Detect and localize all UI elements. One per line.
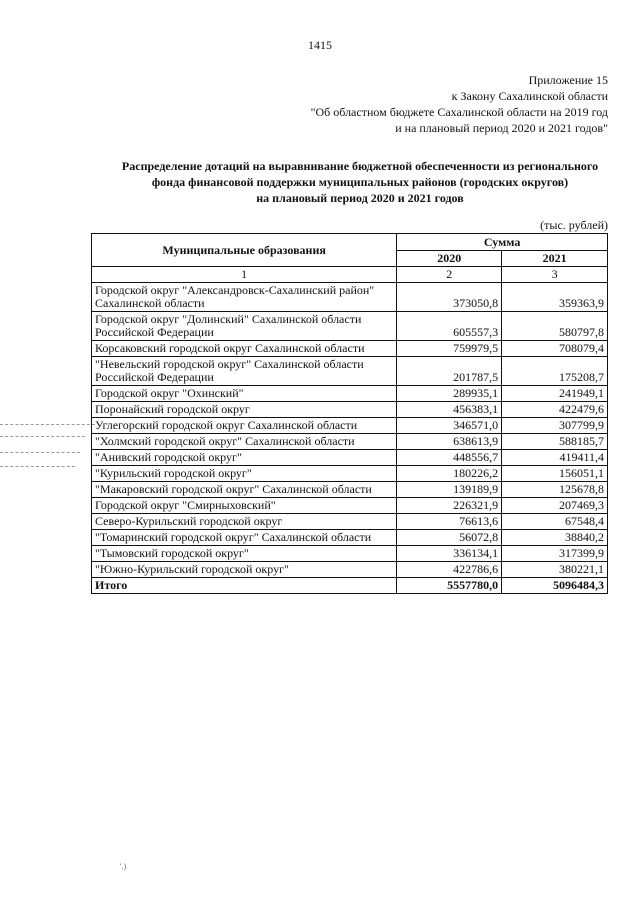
- amount-2020: 336134,1: [397, 546, 502, 562]
- column-number: 1: [92, 267, 397, 283]
- entity-name: Корсаковский городской округ Сахалинской области: [92, 341, 397, 357]
- table-row: [92, 562, 608, 578]
- amount-2021: 580797,8: [502, 312, 608, 341]
- amount-2020: 456383,1: [397, 402, 502, 418]
- entity-name: Углегорский городской округ Сахалинской области: [92, 418, 397, 434]
- table-row: [92, 357, 608, 386]
- amount-2021: 156051,1: [502, 466, 608, 482]
- appendix-line: Приложение 15: [528, 73, 608, 87]
- entity-name: "Южно-Курильский городской округ": [92, 562, 397, 578]
- document-title: [90, 158, 630, 206]
- amount-2020: 56072,8: [397, 530, 502, 546]
- amount-2020: 289935,1: [397, 386, 502, 402]
- total-2020: 5557780,0: [397, 578, 502, 594]
- table-row: [92, 434, 608, 450]
- header-entity: Муниципальные образования: [92, 234, 397, 267]
- total-2021: 5096484,3: [502, 578, 608, 594]
- table-row: [92, 514, 608, 530]
- entity-name: Городской округ "Александровск-Сахалинский район" Сахалинской области: [92, 283, 397, 312]
- total-row: [92, 578, 608, 594]
- entity-name: "Холмский городской округ" Сахалинской области: [92, 434, 397, 450]
- entity-name: Городской округ "Охинский": [92, 386, 397, 402]
- entity-name: "Анивский городской округ": [92, 450, 397, 466]
- amount-2020: 201787,5: [397, 357, 502, 386]
- amount-2020: 448556,7: [397, 450, 502, 466]
- appendix-block: [311, 72, 608, 136]
- amount-2020: 605557,3: [397, 312, 502, 341]
- amount-2020: 76613,6: [397, 514, 502, 530]
- scan-artifact-line: [0, 436, 85, 437]
- table-row: [92, 341, 608, 357]
- table-row: [92, 418, 608, 434]
- amount-2021: 380221,1: [502, 562, 608, 578]
- amount-2021: 422479,6: [502, 402, 608, 418]
- table-row: [92, 386, 608, 402]
- header-year-2020: 2020: [397, 250, 502, 267]
- amount-2020: 373050,8: [397, 283, 502, 312]
- total-label: Итого: [92, 578, 397, 594]
- title-line: на плановый период 2020 и 2021 годов: [256, 191, 464, 205]
- amount-2020: 759979,5: [397, 341, 502, 357]
- scan-artifact-line: [0, 452, 80, 453]
- appendix-line: и на плановый период 2020 и 2021 годов": [395, 121, 608, 135]
- page-number: 1415: [308, 38, 332, 52]
- table-row: [92, 482, 608, 498]
- table-row: [92, 546, 608, 562]
- amount-2021: 38840,2: [502, 530, 608, 546]
- column-number: 2: [397, 267, 502, 283]
- table-row: [92, 466, 608, 482]
- table-row: [92, 283, 608, 312]
- amount-2021: 588185,7: [502, 434, 608, 450]
- amount-2021: 207469,3: [502, 498, 608, 514]
- table-row: [92, 312, 608, 341]
- amount-2020: 346571,0: [397, 418, 502, 434]
- table-row: [92, 498, 608, 514]
- appendix-line: "Об областном бюджете Сахалинской области на 2019 год: [310, 105, 608, 119]
- amount-2021: 125678,8: [502, 482, 608, 498]
- amount-2021: 241949,1: [502, 386, 608, 402]
- entity-name: "Невельский городской округ" Сахалинской области Российской Федерации: [92, 357, 397, 386]
- entity-name: "Курильский городской округ": [92, 466, 397, 482]
- table-row: [92, 402, 608, 418]
- subsidy-table: [91, 233, 608, 594]
- appendix-line: к Закону Сахалинской области: [451, 89, 608, 103]
- amount-2021: 419411,4: [502, 450, 608, 466]
- amount-2020: 638613,9: [397, 434, 502, 450]
- entity-name: "Макаровский городской округ" Сахалинской области: [92, 482, 397, 498]
- amount-2021: 708079,4: [502, 341, 608, 357]
- header-sum: Сумма: [397, 234, 608, 251]
- units-label: (тыс. рублей): [540, 218, 608, 232]
- amount-2020: 180226,2: [397, 466, 502, 482]
- amount-2020: 422786,6: [397, 562, 502, 578]
- amount-2021: 317399,9: [502, 546, 608, 562]
- title-line: фонда финансовой поддержки муниципальных районов (городских округов): [151, 175, 569, 189]
- header-year-2021: 2021: [502, 250, 608, 267]
- table-row: [92, 530, 608, 546]
- amount-2021: 67548,4: [502, 514, 608, 530]
- amount-2021: 175208,7: [502, 357, 608, 386]
- scan-mark: '.): [120, 862, 127, 871]
- amount-2021: 307799,9: [502, 418, 608, 434]
- amount-2020: 139189,9: [397, 482, 502, 498]
- amount-2020: 226321,9: [397, 498, 502, 514]
- entity-name: Городской округ "Долинский" Сахалинской области Российской Федерации: [92, 312, 397, 341]
- scan-artifact-line: [0, 466, 75, 467]
- entity-name: Городской округ "Смирныховский": [92, 498, 397, 514]
- amount-2021: 359363,9: [502, 283, 608, 312]
- column-number: 3: [502, 267, 608, 283]
- entity-name: "Тымовский городской округ": [92, 546, 397, 562]
- table-row: [92, 450, 608, 466]
- entity-name: "Томаринский городской округ" Сахалинской области: [92, 530, 397, 546]
- entity-name: Северо-Курильский городской округ: [92, 514, 397, 530]
- scan-artifact-line: [0, 424, 95, 425]
- entity-name: Поронайский городской округ: [92, 402, 397, 418]
- title-line: Распределение дотаций на выравнивание бюджетной обеспеченности из регионального: [121, 159, 599, 173]
